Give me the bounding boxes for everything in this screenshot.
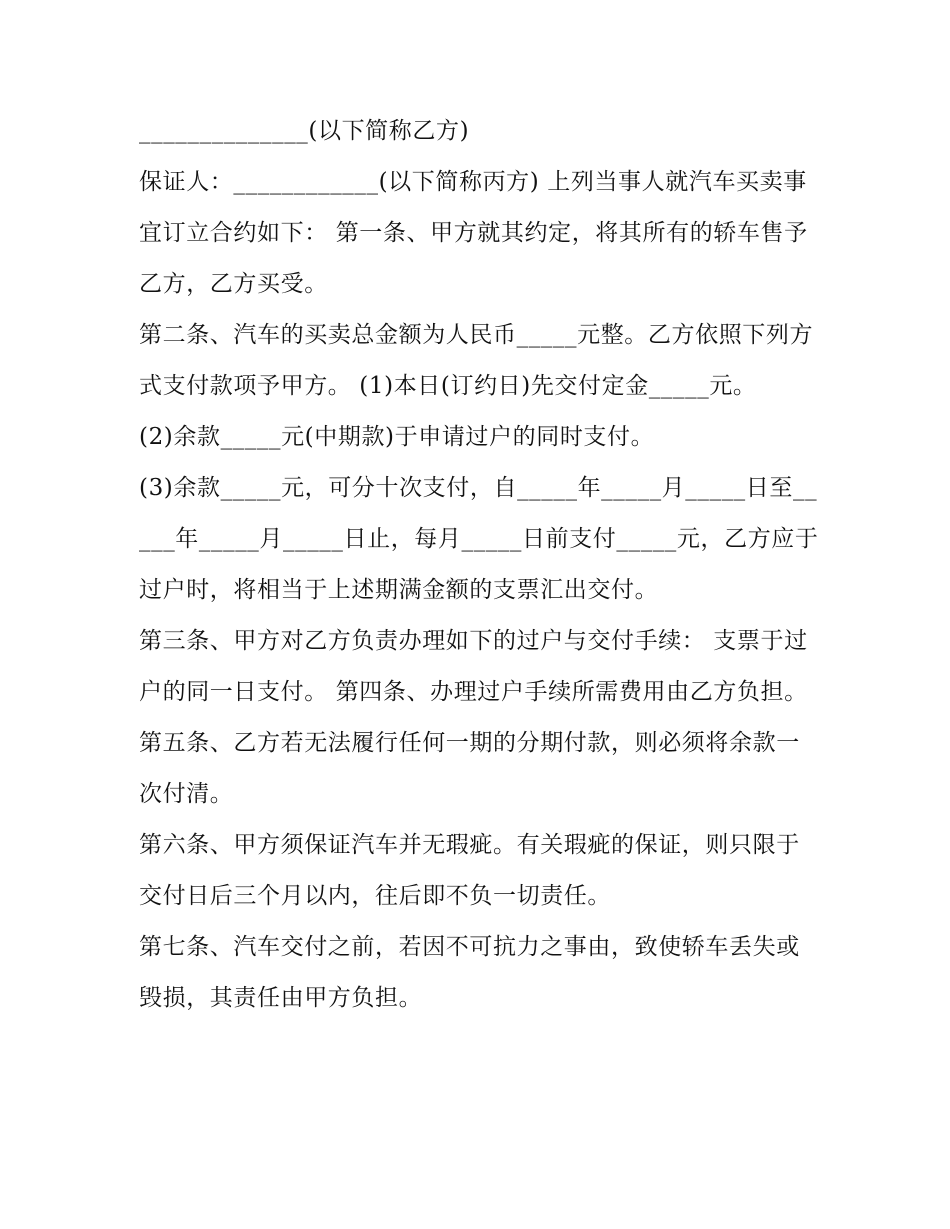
paragraph-article-7: 第七条、汽车交付之前，若因不可抗力之事由，致使轿车丢失或毁损，其责任由甲方负担。 xyxy=(139,934,800,1011)
document-body xyxy=(139,106,819,1024)
paragraph-article-3-4: 第三条、甲方对乙方负责办理如下的过户与交付手续： 支票于过户的同一日支付。 第四条、办理过户手续所需费用由乙方负担。 xyxy=(139,628,808,705)
paragraph-article-2: 第二条、汽车的买卖总金额为人民币_____元整。乙方依照下列方式支付款项予甲方。 (1)本日(订约日)先交付定金_____元。 xyxy=(139,322,814,399)
paragraph-guarantor-article-1: 保证人：____________(以下简称丙方) 上列当事人就汽车买卖事宜订立合约如下： 第一条、甲方就其约定，将其所有的轿车售予乙方，乙方买受。 xyxy=(139,169,808,297)
paragraph-article-2-item-3: (3)余款_____元，可分十次支付，自_____年_____月_____日至_____年_____月_____日止，每月_____日前支付_____元，乙方应于过户时，将相当于上述期满金额的支票汇出交付。 xyxy=(139,475,819,603)
paragraph-article-6: 第六条、甲方须保证汽车并无瑕疵。有关瑕疵的保证，则只限于交付日后三个月以内，往后即不负一切责任。 xyxy=(139,832,800,909)
paragraph-article-5: 第五条、乙方若无法履行任何一期的分期付款，则必须将余款一次付清。 xyxy=(139,730,800,807)
paragraph-party-b: ______________(以下简称乙方) xyxy=(139,118,470,144)
paragraph-article-2-item-2: (2)余款_____元(中期款)于申请过户的同时支付。 xyxy=(139,424,655,450)
